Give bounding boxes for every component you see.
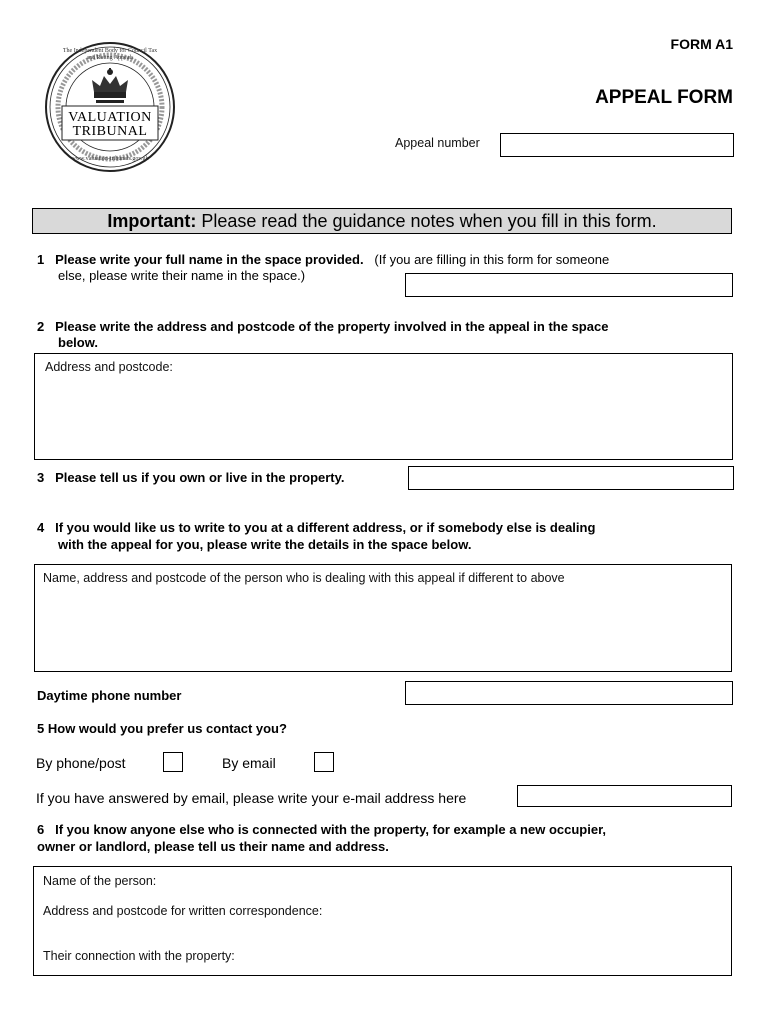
logo-ring-text: The Independent Body for Council Tax and Rating Appeals bbox=[62, 48, 158, 61]
q5-question: How would you prefer us contact you? bbox=[47, 721, 287, 736]
q4-number: 4 bbox=[37, 520, 45, 535]
full-name-field[interactable] bbox=[405, 273, 733, 297]
q6-line2: owner or landlord, please tell us their name and address. bbox=[37, 839, 389, 854]
appeal-number-field[interactable] bbox=[500, 133, 734, 157]
important-lead: Important: bbox=[107, 211, 197, 231]
q1-bold: Please write your full name in the space provided. bbox=[55, 252, 364, 267]
correspondence-address-field[interactable] bbox=[34, 564, 732, 672]
connection-label: Their connection with the property: bbox=[43, 949, 235, 963]
property-address-field[interactable] bbox=[34, 353, 733, 460]
connected-address-label: Address and postcode for written correspondence: bbox=[43, 904, 323, 918]
q3-text bbox=[37, 470, 345, 486]
email-prompt: If you have answered by email, please write your e-mail address here bbox=[36, 790, 467, 806]
q2-number: 2 bbox=[37, 319, 45, 334]
logo-text-line2: TRIBUNAL bbox=[72, 124, 148, 139]
valuation-tribunal-logo bbox=[40, 38, 180, 176]
form-title: APPEAL FORM bbox=[595, 87, 733, 108]
q4-line2: with the appeal for you, please write the details in the space below. bbox=[58, 537, 472, 552]
q1-normal: (If you are filling in this form for someone bbox=[374, 252, 610, 267]
option-phone-label: By phone/post bbox=[36, 755, 126, 771]
q2-line2: below. bbox=[58, 335, 98, 350]
crown-icon bbox=[92, 68, 128, 103]
q2-line1: Please write the address and postcode of the property involved in the appeal in the space bbox=[55, 319, 609, 334]
form-code: FORM A1 bbox=[670, 36, 733, 52]
q6-text bbox=[37, 822, 747, 838]
q3-question: Please tell us if you own or live in the property. bbox=[55, 470, 345, 485]
phone-label: Daytime phone number bbox=[37, 688, 182, 703]
q1-line2: else, please write their name in the space.) bbox=[58, 268, 306, 283]
email-checkbox[interactable] bbox=[314, 752, 334, 772]
logo-text-line1: VALUATION bbox=[68, 110, 152, 125]
email-field[interactable] bbox=[517, 785, 732, 807]
connected-person-field[interactable] bbox=[33, 866, 732, 976]
phone-field[interactable] bbox=[405, 681, 733, 705]
q5-number: 5 bbox=[37, 721, 45, 736]
important-text: Please read the guidance notes when you fill in this form. bbox=[201, 211, 657, 231]
q6-line1: If you know anyone else who is connected with the property, for example a new occupier, bbox=[55, 822, 607, 837]
q1-number: 1 bbox=[37, 252, 45, 267]
correspondence-address-label: Name, address and postcode of the person who is dealing with this appeal if different to above bbox=[43, 571, 565, 585]
q1-text bbox=[37, 252, 737, 268]
connected-name-label: Name of the person: bbox=[43, 874, 157, 888]
q5-text bbox=[37, 721, 287, 737]
q4-line1: If you would like us to write to you at a different address, or if somebody else is dealing bbox=[55, 520, 596, 535]
q2-text bbox=[37, 319, 747, 335]
phone-post-checkbox[interactable] bbox=[163, 752, 183, 772]
own-or-live-field[interactable] bbox=[408, 466, 734, 490]
q4-text bbox=[37, 520, 747, 536]
q3-number: 3 bbox=[37, 470, 45, 485]
property-address-label: Address and postcode: bbox=[45, 360, 173, 374]
appeal-number-label: Appeal number bbox=[395, 136, 480, 150]
option-email-label: By email bbox=[222, 755, 276, 771]
logo-url: www.valuation-tribunals.gov.uk bbox=[71, 156, 149, 162]
q6-number: 6 bbox=[37, 822, 45, 837]
important-banner bbox=[32, 208, 732, 234]
